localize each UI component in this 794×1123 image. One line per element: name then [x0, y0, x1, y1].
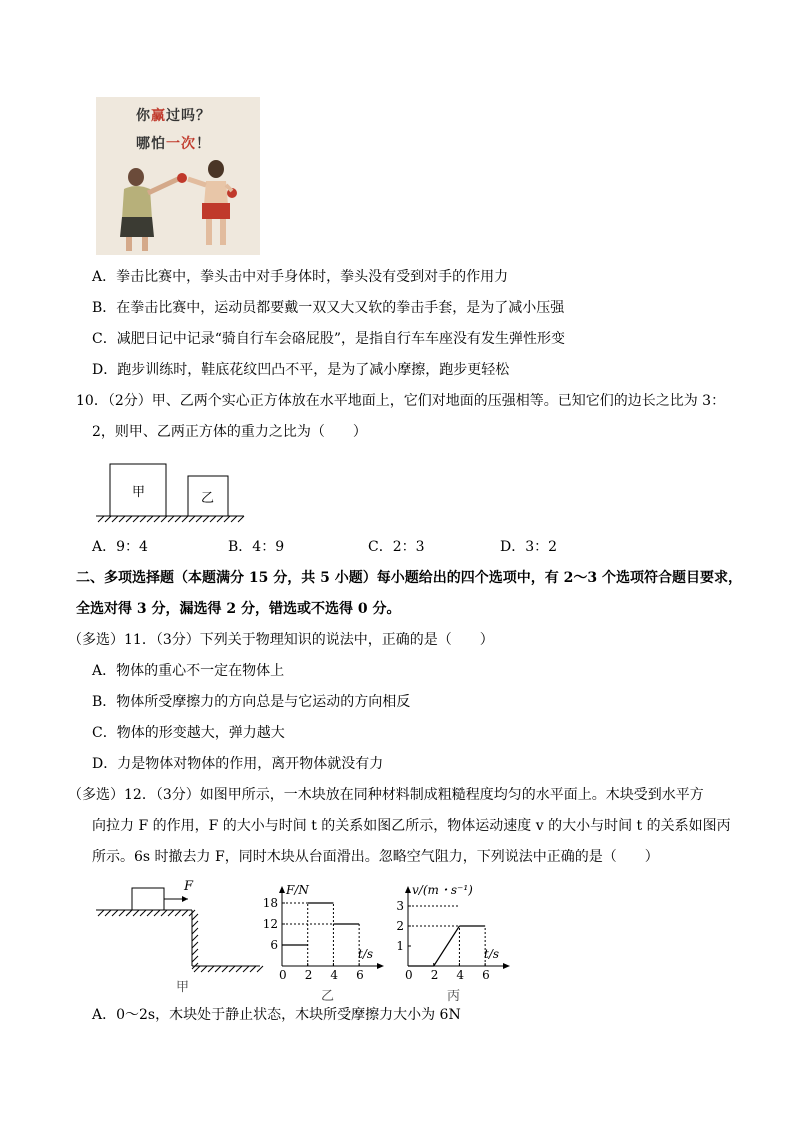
y-tick-label: 6 — [270, 938, 278, 952]
hatch-stroke — [238, 516, 244, 522]
hatch-stroke — [154, 516, 160, 522]
q11-option-b: B．物体所受摩擦力的方向总是与它运动的方向相反 — [92, 694, 411, 710]
q9-option-c: C．减肥日记中记录“骑自行车会硌屁股”，是指自行车车座没有发生弹性形变 — [92, 331, 566, 347]
q10-option-b: B．4：9 — [228, 539, 285, 555]
hatch-stroke — [161, 910, 167, 916]
caption-text-red: 赢 — [151, 108, 166, 124]
hatch-stroke — [236, 966, 242, 972]
y-tick-label: 2 — [396, 919, 404, 933]
x-axis-label: t/s — [484, 947, 500, 961]
hatch-stroke — [192, 935, 198, 941]
hatch-stroke — [192, 928, 198, 934]
hatch-stroke — [140, 910, 146, 916]
hatch-stroke — [168, 516, 174, 522]
wood-block — [132, 888, 164, 910]
hatch-stroke — [215, 966, 221, 972]
q12-chart-bing — [392, 880, 522, 1004]
q12-stem-line2: 向拉力 F 的作用，F 的大小与时间 t 的关系如图乙所示，物体运动速度 v 的大小与时间 t 的关系如图丙 — [92, 818, 731, 834]
hatch-stroke — [182, 910, 188, 916]
hatch-stroke — [147, 910, 153, 916]
y-tick-label: 12 — [262, 917, 278, 931]
hatch-stroke — [224, 516, 230, 522]
hatch-stroke — [189, 516, 195, 522]
x-tick-label: 0 — [405, 968, 413, 982]
y-tick-label: 3 — [396, 899, 404, 913]
x-tick-label: 4 — [330, 968, 339, 982]
cube-yi-label: 乙 — [201, 491, 215, 506]
q12-chart-yi — [262, 880, 386, 1004]
figure-caption-jia: 甲 — [176, 980, 190, 995]
boxing-illustration — [96, 97, 260, 255]
q11-option-c: C．物体的形变越大，弹力越大 — [92, 725, 285, 741]
q9-option-d: D．跑步训练时，鞋底花纹凹凸不平，是为了减小摩擦，跑步更轻松 — [92, 362, 510, 378]
x-tick-label: 2 — [304, 968, 313, 982]
y-axis-label: v/(m・s⁻¹) — [412, 883, 473, 897]
table-hatching — [98, 910, 263, 972]
force-label: F — [184, 879, 194, 894]
figure-caption: 乙 — [321, 989, 335, 1004]
y-axis-arrow — [279, 886, 285, 893]
hatch-stroke — [154, 910, 160, 916]
hatch-stroke — [147, 516, 153, 522]
q10-stem-line1: 10．（2分）甲、乙两个实心正方体放在水平地面上，它们对地面的压强相等。已知它们的边长之比为 3： — [76, 393, 726, 409]
hatch-stroke — [192, 914, 198, 920]
caption-text-red: 一次 — [166, 136, 196, 152]
caption-text: 你 — [136, 108, 151, 124]
x-tick-label: 6 — [356, 968, 364, 982]
hatch-stroke — [203, 516, 209, 522]
hatch-stroke — [194, 966, 200, 972]
hatch-stroke — [161, 516, 167, 522]
hatch-stroke — [196, 516, 202, 522]
x-tick-label: 4 — [456, 968, 465, 982]
force-arrowhead — [182, 896, 188, 902]
hatch-stroke — [222, 966, 228, 972]
x-axis-arrow — [377, 963, 384, 969]
cube-jia-label: 甲 — [132, 485, 146, 500]
y-axis-arrow — [405, 886, 411, 893]
hatch-stroke — [112, 910, 118, 916]
q11-option-d: D．力是物体对物体的作用，离开物体就没有力 — [92, 756, 384, 772]
q11-stem: （多选）11．（3分）下列关于物理知识的说法中，正确的是（ ） — [68, 632, 494, 648]
data-segment — [434, 926, 460, 966]
q9-option-b: B．在拳击比赛中，运动员都要戴一双又大又软的拳击手套，是为了减小压强 — [92, 300, 565, 316]
hatch-stroke — [112, 516, 118, 522]
hatch-stroke — [98, 910, 104, 916]
hatch-stroke — [192, 956, 198, 962]
hatch-stroke — [231, 516, 237, 522]
q10-option-c: C．2：3 — [368, 539, 425, 555]
q10-cubes-diagram — [94, 458, 254, 524]
section2-heading-line1: 二、多项选择题（本题满分 15 分，共 5 小题）每小题给出的四个选项中，有 2～3 个选项符合题目要求， — [76, 570, 742, 586]
hatch-stroke — [140, 516, 146, 522]
hatch-stroke — [133, 516, 139, 522]
figure-caption: 丙 — [447, 989, 461, 1004]
hatch-stroke — [126, 910, 132, 916]
section2-heading-line2: 全选对得 3 分，漏选得 2 分，错选或不选得 0 分。 — [76, 601, 401, 617]
caption-text: 哪怕 — [136, 136, 166, 152]
hatch-stroke — [257, 966, 263, 972]
x-axis-label: t/s — [358, 947, 374, 961]
hatch-stroke — [119, 910, 125, 916]
hatch-stroke — [175, 910, 181, 916]
hatch-stroke — [210, 516, 216, 522]
q10-stem-line2: 2，则甲、乙两正方体的重力之比为（ ） — [92, 424, 367, 440]
boxers-drawing — [96, 97, 260, 255]
x-tick-label: 2 — [430, 968, 439, 982]
x-axis-arrow — [503, 963, 510, 969]
y-tick-label: 18 — [262, 896, 278, 910]
q12-option-a: A．0～2s，木块处于静止状态，木块所受摩擦力大小为 6N — [92, 1007, 461, 1023]
hatch-stroke — [192, 949, 198, 955]
hatch-stroke — [119, 516, 125, 522]
hatch-stroke — [133, 910, 139, 916]
hatch-stroke — [208, 966, 214, 972]
q10-option-d: D．3：2 — [500, 539, 558, 555]
hatch-stroke — [217, 516, 223, 522]
hatch-stroke — [105, 516, 111, 522]
hatch-stroke — [192, 942, 198, 948]
hatch-stroke — [192, 921, 198, 927]
y-tick-label: 1 — [396, 939, 404, 953]
hatch-stroke — [168, 910, 174, 916]
hatch-stroke — [98, 516, 104, 522]
x-tick-label: 0 — [279, 968, 287, 982]
x-tick-label: 6 — [482, 968, 490, 982]
hatch-stroke — [126, 516, 132, 522]
q12-stem-line1: （多选）12．（3分）如图甲所示，一木块放在同种材料制成粗糙程度均匀的水平面上。木块受到水平方 — [68, 787, 704, 803]
hatch-stroke — [201, 966, 207, 972]
hatch-stroke — [229, 966, 235, 972]
y-axis-label: F/N — [286, 883, 309, 897]
caption-text: ！ — [196, 136, 211, 152]
hatch-stroke — [250, 966, 256, 972]
hatch-stroke — [182, 516, 188, 522]
hatch-stroke — [175, 516, 181, 522]
q11-option-a: A．物体的重心不一定在物体上 — [92, 663, 285, 679]
q9-option-a: A．拳击比赛中，拳头击中对手身体时，拳头没有受到对手的作用力 — [92, 269, 509, 285]
caption-text: 过吗？ — [166, 108, 211, 124]
q12-figure-jia — [94, 874, 264, 1004]
q10-option-a: A．9：4 — [92, 539, 148, 555]
q12-stem-line3: 所示。6s 时撤去力 F，同时木块从台面滑出。忽略空气阻力，下列说法中正确的是（ ） — [92, 849, 659, 865]
ground-hatching — [98, 516, 244, 522]
hatch-stroke — [105, 910, 111, 916]
hatch-stroke — [243, 966, 249, 972]
